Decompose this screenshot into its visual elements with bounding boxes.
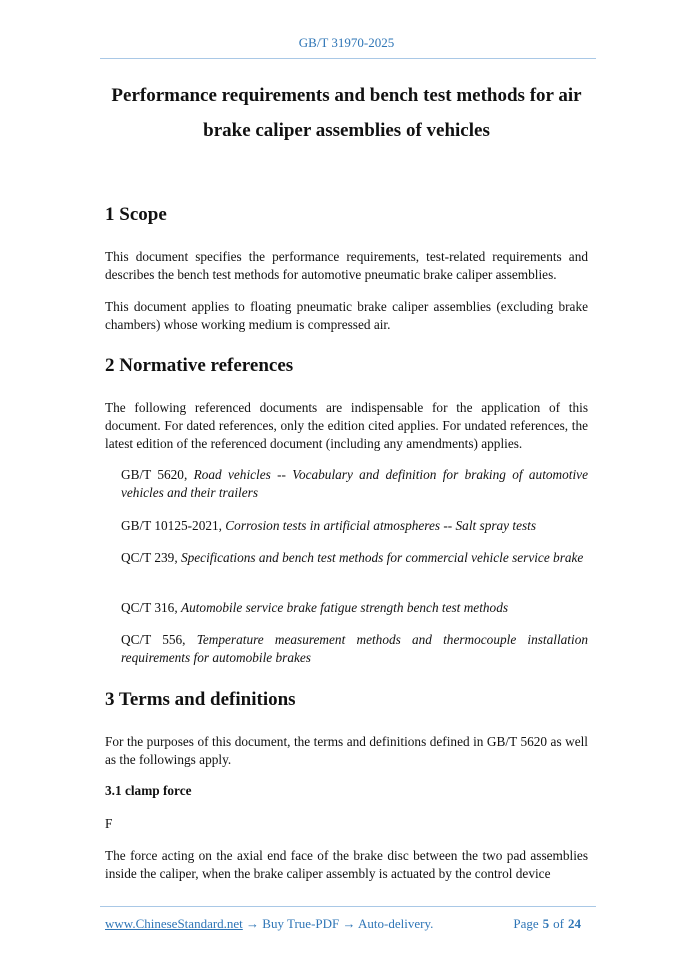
of-label: of	[553, 916, 564, 931]
header-rule	[100, 58, 596, 59]
paragraph: This document specifies the performance requirements, test-related requirements and describes the bench test methods for automotive pneumatic brake caliper assemblies.	[105, 249, 588, 282]
page-total: 24	[568, 916, 581, 931]
reference-code: GB/T 10125-2021,	[121, 518, 226, 533]
page-label: Page	[513, 916, 539, 931]
reference-title: Temperature measurement methods and thermocouple installation requirements for automobile brakes	[121, 632, 588, 665]
reference-item	[121, 599, 588, 617]
section-heading-terms: 3 Terms and definitions	[105, 689, 296, 710]
reference-title: Automobile service brake fatigue strength bench test methods	[180, 600, 509, 615]
paragraph: This document applies to floating pneumatic brake caliper assemblies (excluding brake chambers) whose working medium is compressed air.	[105, 299, 588, 332]
term-heading: 3.1 clamp force	[105, 783, 192, 798]
reference-title: Specifications and bench test methods for commercial vehicle service brake	[180, 550, 584, 565]
reference-code: QC/T 316,	[121, 600, 181, 615]
paragraph: For the purposes of this document, the terms and definitions defined in GB/T 5620 as well as the followings apply.	[105, 734, 588, 767]
standard-code-header: GB/T 31970-2025	[298, 35, 395, 50]
reference-item	[121, 466, 588, 502]
reference-item	[121, 631, 588, 667]
page-indicator	[513, 916, 585, 932]
chinesestandard-link[interactable]: www.ChineseStandard.net	[105, 916, 243, 931]
reference-title: Corrosion tests in artificial atmospheres -- Salt spray tests	[225, 518, 537, 533]
reference-code: QC/T 239,	[121, 550, 181, 565]
footer-promo	[105, 916, 433, 932]
reference-item	[121, 549, 588, 567]
reference-item	[121, 517, 588, 535]
term-definition: The force acting on the axial end face of the brake disc between the two pad assemblies inside the caliper, when the brake caliper assembly is actuated by the control device	[105, 848, 588, 881]
title-line-1: Performance requirements and bench test methods for air	[111, 85, 582, 106]
footer-rule	[100, 906, 596, 907]
paragraph: The following referenced documents are indispensable for the application of this document. For dated references, only the edition cited applies. For undated references, the latest edition of the referenced document (including any amendments) applies.	[105, 400, 588, 451]
title-line-2: brake caliper assemblies of vehicles	[203, 120, 490, 141]
page-number: 5	[542, 916, 550, 931]
reference-code: GB/T 5620,	[121, 467, 194, 482]
term-symbol: F	[105, 816, 113, 831]
reference-title: Road vehicles -- Vocabulary and definition for braking of automotive vehicles and their trailers	[121, 467, 588, 500]
footer-text: → Buy True-PDF → Auto-delivery.	[242, 916, 434, 931]
reference-code: QC/T 556,	[121, 632, 197, 647]
section-heading-normative-references: 2 Normative references	[105, 355, 294, 376]
section-heading-scope: 1 Scope	[105, 204, 167, 225]
document-title	[80, 78, 613, 148]
